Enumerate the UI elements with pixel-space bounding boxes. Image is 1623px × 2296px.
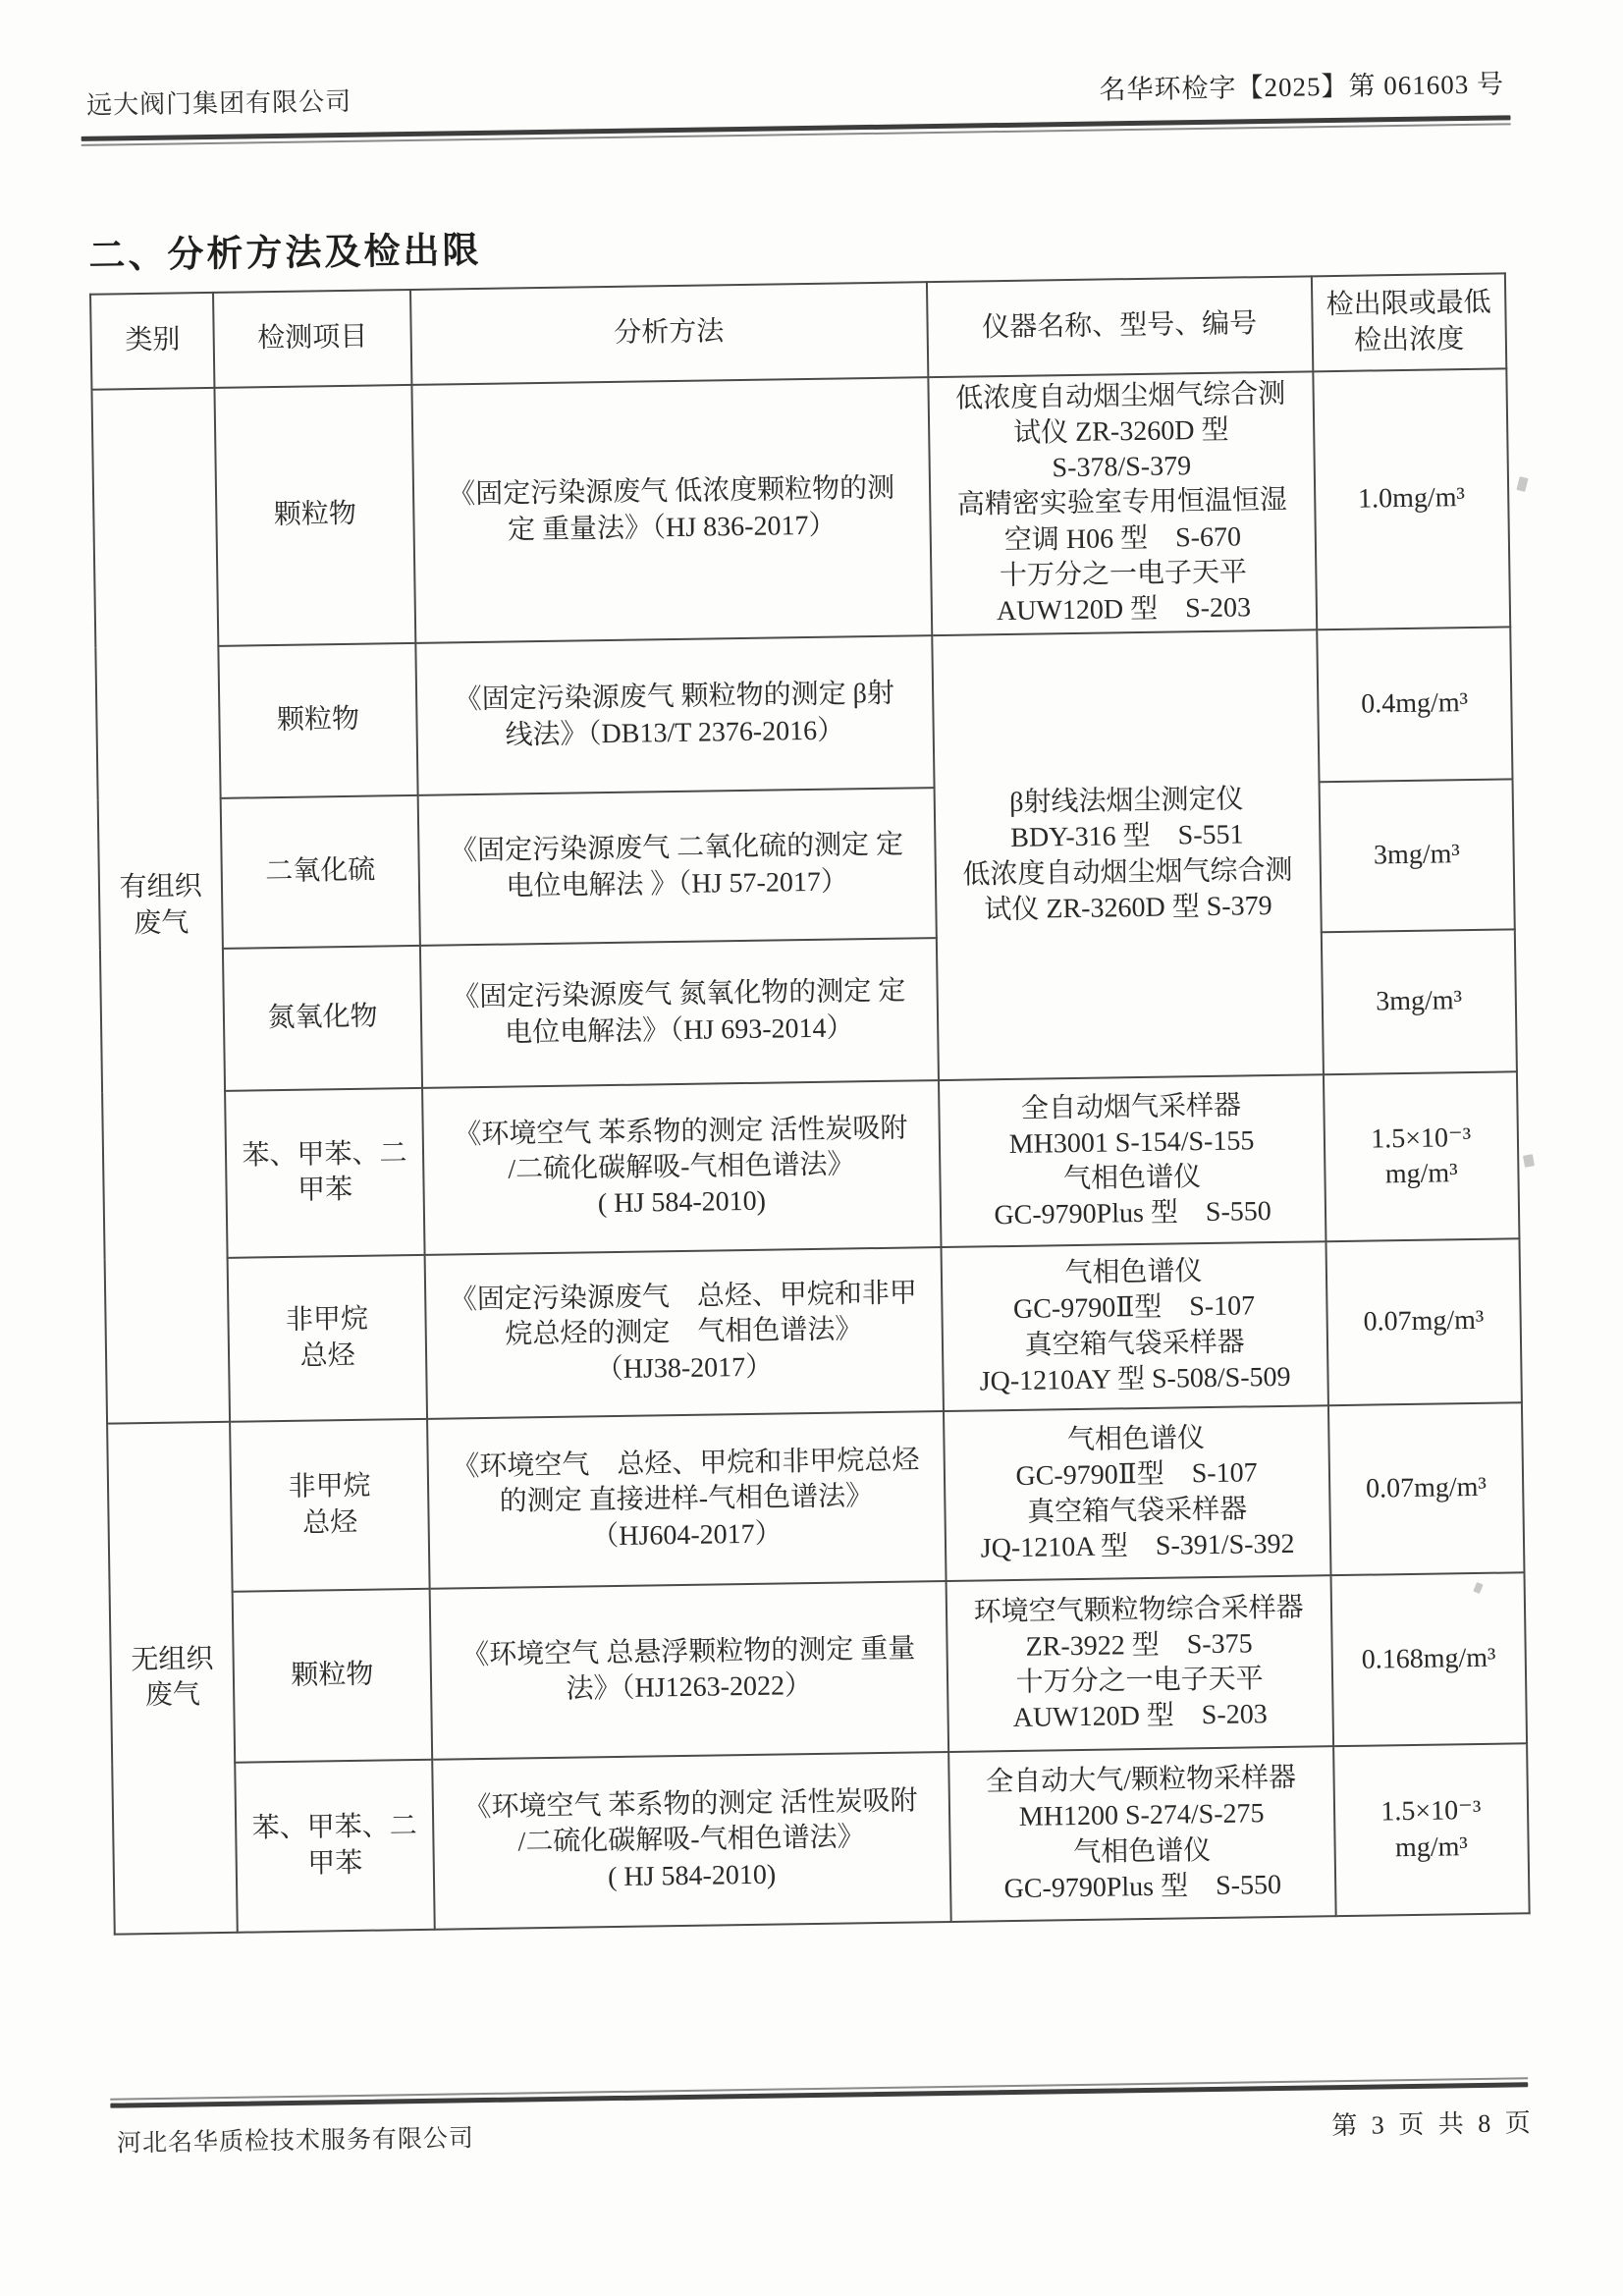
method-cell: 《环境空气 苯系物的测定 活性炭吸附 /二硫化碳解吸-气相色谱法》 ( HJ 584-2010) (422, 1080, 941, 1255)
limit-cell: 3mg/m³ (1319, 779, 1515, 932)
method-cell: 《环境空气 总悬浮颗粒物的测定 重量 法》（HJ1263-2022） (429, 1581, 947, 1760)
limit-cell: 1.5×10⁻³ mg/m³ (1324, 1071, 1520, 1241)
limit-cell: 0.07mg/m³ (1328, 1402, 1525, 1575)
header-rule-thick (81, 115, 1511, 141)
footer-row (117, 2103, 1535, 2159)
item-cell: 苯、甲苯、二 甲苯 (236, 1760, 435, 1933)
column-header-item: 检测项目 (213, 290, 411, 388)
category-cell: 有组织 废气 (91, 388, 230, 1424)
method-cell: 《固定污染源废气 总烃、甲烷和非甲 烷总烃的测定 气相色谱法》 （HJ38-2017） (424, 1247, 943, 1419)
item-cell: 氮氧化物 (223, 946, 421, 1091)
section-title: 二、分析方法及检出限 (88, 229, 482, 276)
limit-cell: 1.0mg/m³ (1313, 368, 1510, 629)
method-cell: 《固定污染源废气 颗粒物的测定 β射 线法》（DB13/T 2376-2016） (415, 635, 934, 795)
item-cell: 颗粒物 (215, 385, 415, 646)
instrument-cell: β射线法烟尘测定仪 BDY-316 型 S-551 低浓度自动烟尘烟气综合测 试仪 ZR-3260D 型 S-379 (932, 629, 1324, 1080)
table-row (112, 1743, 1529, 1934)
instrument-cell: 全自动大气/颗粒物采样器 MH1200 S-274/S-275 气相色谱仪 GC-9790Plus 型 S-550 (948, 1746, 1335, 1922)
table-row (105, 1238, 1522, 1423)
scanned-sheet (85, 0, 1538, 2296)
column-header-instrument: 仪器名称、型号、编号 (927, 276, 1313, 377)
page-footer (116, 2077, 1535, 2159)
item-cell: 非甲烷 总烃 (230, 1419, 429, 1592)
table-row (91, 368, 1510, 647)
limit-cell: 0.168mg/m³ (1330, 1572, 1527, 1746)
instrument-cell: 气相色谱仪 GC-9790Ⅱ型 S-107 真空箱气袋采样器 JQ-1210AY 型 S-508/S-509 (941, 1241, 1327, 1411)
scan-speck (1516, 476, 1528, 492)
footer-rule (110, 2077, 1528, 2107)
method-cell: 《固定污染源废气 氮氧化物的测定 定 电位电解法》（HJ 693-2014） (420, 938, 939, 1088)
limit-cell: 0.07mg/m³ (1325, 1238, 1522, 1405)
item-cell: 二氧化硫 (221, 795, 420, 949)
limit-cell: 1.5×10⁻³ mg/m³ (1333, 1743, 1530, 1916)
table-row (102, 1071, 1519, 1259)
scan-speck (1523, 1154, 1535, 1168)
column-header-category: 类别 (90, 293, 215, 390)
method-cell: 《环境空气 苯系物的测定 活性炭吸附 /二硫化碳解吸-气相色谱法》 ( HJ 584-2010) (432, 1752, 950, 1930)
footer-company: 河北名华质检技术服务有限公司 (116, 2124, 475, 2158)
instrument-cell: 环境空气颗粒物综合采样器 ZR-3922 型 S-375 十万分之一电子天平 AUW120D 型 S-203 (946, 1575, 1332, 1752)
limit-cell: 0.4mg/m³ (1317, 627, 1513, 782)
item-cell: 苯、甲苯、二 甲苯 (225, 1088, 424, 1258)
method-cell: 《固定污染源废气 低浓度颗粒物的测 定 重量法》（HJ 836-2017） (411, 377, 932, 643)
method-cell: 《固定污染源废气 二氧化硫的测定 定 电位电解法 》（HJ 57-2017） (417, 788, 936, 946)
limit-cell: 3mg/m³ (1321, 929, 1517, 1074)
item-cell: 颗粒物 (233, 1589, 432, 1763)
header-company: 远大阀门集团有限公司 (85, 85, 352, 120)
column-header-method: 分析方法 (410, 282, 928, 385)
item-cell: 非甲烷 总烃 (228, 1255, 427, 1422)
instrument-cell: 气相色谱仪 GC-9790Ⅱ型 S-107 真空箱气袋采样器 JQ-1210A 型 S-391/S-392 (944, 1405, 1330, 1581)
header-rule (81, 115, 1511, 146)
header-doc-number: 名华环检字【2025】第 061603 号 (1099, 69, 1505, 105)
method-cell: 《环境空气 总烃、甲烷和非甲烷总烃 的测定 直接进样-气相色谱法》 （HJ604-2017） (427, 1411, 946, 1589)
instrument-cell: 全自动烟气采样器 MH3001 S-154/S-155 气相色谱仪 GC-9790Plus 型 S-550 (939, 1074, 1325, 1247)
page-number: 第 3 页 共 8 页 (1331, 2108, 1536, 2141)
table-row (95, 627, 1512, 799)
table-row (107, 1402, 1524, 1593)
table-row (110, 1572, 1527, 1764)
instrument-cell: 低浓度自动烟尘烟气综合测 试仪 ZR-3260D 型 S-378/S-379 高精密实验室专用恒温恒湿 空调 H06 型 S-670 十万分之一电子天平 AUW120D 型 S-203 (928, 371, 1317, 635)
category-cell: 无组织 废气 (107, 1422, 238, 1935)
page-header (86, 62, 1504, 121)
analysis-table (89, 272, 1531, 1935)
column-header-limit: 检出限或最低 检出浓度 (1311, 273, 1506, 371)
item-cell: 颗粒物 (219, 643, 418, 798)
